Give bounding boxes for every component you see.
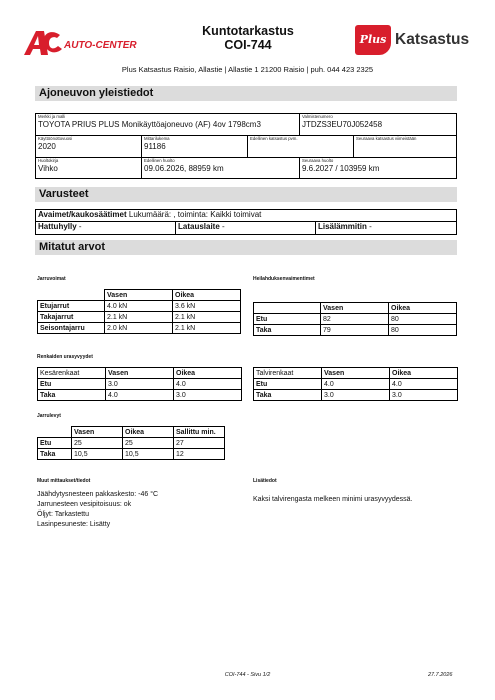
keys-label: Avaimet/kaukosäätimet	[38, 210, 127, 219]
table-cell: 80	[389, 325, 457, 336]
table-row	[38, 368, 242, 379]
table-header-cell: Kesärenkaat	[38, 368, 106, 379]
service-book-label: Huoltokirja	[38, 158, 59, 163]
table-row	[38, 379, 242, 390]
general-info-grid	[35, 113, 457, 179]
hat-shelf-cell	[36, 222, 176, 235]
page-header	[0, 0, 495, 74]
keys-value: Lukumäärä: , toiminta: Kaikki toimivat	[128, 210, 262, 219]
vin-cell	[300, 114, 457, 136]
table-row	[38, 323, 241, 334]
last-inspection-cell	[248, 136, 354, 158]
table-cell: 82	[321, 314, 389, 325]
table-cell: 25	[72, 438, 123, 449]
table-cell: 2.1 kN	[173, 323, 241, 334]
table-header-cell: Vasen	[72, 427, 123, 438]
table-header-cell: Oikea	[174, 368, 242, 379]
svg-text:AUTO-CENTER: AUTO-CENTER	[64, 40, 137, 51]
plus-badge: Plus	[355, 25, 391, 55]
document-title	[160, 24, 336, 52]
heater-cell	[316, 222, 457, 235]
odometer-label: Mittarilukema	[144, 136, 170, 141]
table-row-label: Seisontajarru	[38, 323, 105, 334]
table-row	[254, 314, 457, 325]
table-cell: 3.0	[106, 379, 174, 390]
table-row-label: Taka	[254, 390, 322, 401]
table-row	[38, 290, 241, 301]
heater-value: -	[369, 222, 372, 231]
table-row	[38, 427, 225, 438]
table-row-label: Takajarrut	[38, 312, 105, 323]
last-inspection-label: Edellinen katsastus pvm.	[250, 136, 298, 141]
table-cell	[254, 303, 321, 314]
service-book-cell	[36, 158, 142, 179]
table-row	[38, 301, 241, 312]
heater-label: Lisälämmitin	[318, 222, 367, 231]
table-header-cell: Oikea	[389, 303, 457, 314]
table-header-cell: Oikea	[390, 368, 458, 379]
title-line-1: Kuntotarkastus	[202, 24, 294, 38]
section-general-title: Ajoneuvon yleistiedot	[35, 86, 457, 101]
table-cell: 79	[321, 325, 389, 336]
table-row-label: Etu	[254, 379, 322, 390]
other-note-line: Jäähdytysnesteen pakkaskesto: -46 °C	[37, 491, 159, 498]
next-service-value: 9.6.2027 / 103959 km	[302, 164, 380, 173]
table-header-cell: Vasen	[321, 303, 389, 314]
brakes-table	[37, 289, 241, 334]
table-cell: 3.0	[322, 390, 390, 401]
other-note-line: Jarrunesteen vesipitoisuus: ok	[37, 501, 132, 508]
tread-title: Renkaiden urasyvyydet	[37, 354, 93, 360]
table-cell: 3.0	[390, 390, 458, 401]
service-book-value: Vihko	[38, 164, 58, 173]
other-notes	[37, 490, 237, 530]
table-cell: 4.0	[106, 390, 174, 401]
charger-label: Latauslaite	[178, 222, 220, 231]
plus-katsastus-logo	[355, 25, 475, 55]
table-row-label: Etu	[38, 438, 72, 449]
prev-service-value: 09.06.2026, 88959 km	[144, 164, 224, 173]
shocks-table	[253, 302, 457, 336]
hat-shelf-label: Hattuhylly	[38, 222, 77, 231]
table-cell: 10,5	[72, 449, 123, 460]
extra-info-title: Lisätiedot	[253, 478, 277, 484]
keys-row	[36, 210, 457, 222]
make-model-label: Merkki ja malli	[38, 114, 66, 119]
katsastus-logo-text: Katsastus	[395, 31, 470, 48]
table-header-cell: Oikea	[123, 427, 174, 438]
table-cell: 2.0 kN	[105, 323, 173, 334]
table-header-cell: Oikea	[173, 290, 241, 301]
table-cell: 2.1 kN	[173, 312, 241, 323]
table-row-label: Etu	[38, 379, 106, 390]
table-cell: 4.0	[174, 379, 242, 390]
table-row	[38, 390, 242, 401]
section-measured-title: Mitatut arvot	[35, 240, 457, 255]
extra-info-text: Kaksi talvirengasta melkeen minimi urasyvyydessä.	[253, 496, 413, 503]
auto-center-logo	[22, 27, 152, 57]
table-header-cell: Vasen	[106, 368, 174, 379]
table-header-cell: Talvirenkaat	[254, 368, 322, 379]
year-label: Käyttöönottovuosi	[38, 136, 73, 141]
table-row	[38, 449, 225, 460]
table-row-label: Etujarrut	[38, 301, 105, 312]
table-cell: 3.0	[174, 390, 242, 401]
table-cell: 4.0 kN	[105, 301, 173, 312]
table-cell: 4.0	[322, 379, 390, 390]
vin-label: Valmistenumero	[302, 114, 333, 119]
table-header-cell: Vasen	[322, 368, 390, 379]
winter-tires-table	[253, 367, 458, 401]
table-row	[254, 379, 458, 390]
charger-value: -	[222, 222, 225, 231]
table-cell: 10,5	[123, 449, 174, 460]
shocks-title: Heilahduksenvaimentimet	[253, 276, 315, 282]
prev-service-label: Edellinen huolto	[144, 158, 175, 163]
table-cell: 12	[174, 449, 225, 460]
next-inspection-cell	[354, 136, 457, 158]
discs-title: Jarrulevyt	[37, 413, 61, 419]
make-model-cell	[36, 114, 300, 136]
title-line-2: COI-744	[224, 38, 272, 52]
table-row	[254, 303, 457, 314]
section-equipment-title: Varusteet	[35, 187, 457, 202]
odometer-value: 91186	[144, 142, 166, 151]
table-cell: 4.0	[390, 379, 458, 390]
summer-tires-table	[37, 367, 242, 401]
equipment-grid	[35, 209, 457, 235]
hat-shelf-value: -	[78, 222, 82, 231]
table-cell	[38, 290, 105, 301]
table-cell: 27	[174, 438, 225, 449]
table-row-label: Taka	[254, 325, 321, 336]
footer-date: 27.7.2026	[428, 672, 453, 678]
brakes-title: Jarruvoimat	[37, 276, 66, 282]
odometer-cell	[142, 136, 248, 158]
vin-value: JTDZS3EU70J052458	[302, 120, 383, 129]
table-cell: 2.1 kN	[105, 312, 173, 323]
year-value: 2020	[38, 142, 56, 151]
brake-discs-table	[37, 426, 225, 460]
table-row	[254, 325, 457, 336]
charger-cell	[176, 222, 316, 235]
table-row	[38, 312, 241, 323]
footer-page-number: COI-744 - Sivu 1/2	[224, 672, 271, 678]
prev-service-cell	[142, 158, 300, 179]
table-row-label: Taka	[38, 449, 72, 460]
table-row-label: Etu	[254, 314, 321, 325]
other-note-line: Öljyt: Tarkastettu	[37, 511, 90, 518]
table-row	[254, 368, 458, 379]
table-cell	[38, 427, 72, 438]
table-cell: 25	[123, 438, 174, 449]
next-service-label: Seuraava huolto	[302, 158, 334, 163]
other-title: Muut mittaukset/tiedot	[37, 478, 91, 484]
make-model-value: TOYOTA PRIUS PLUS Monikäyttöajoneuvo (AF) 4ov 1798cm3	[38, 120, 261, 129]
table-row	[38, 438, 225, 449]
year-cell	[36, 136, 142, 158]
next-inspection-label: Seuraava katsastus viimeistään	[356, 136, 417, 141]
table-cell: 3.6 kN	[173, 301, 241, 312]
table-row-label: Taka	[38, 390, 106, 401]
address-line: Plus Katsastus Raisio, Allastie | Allastie 1 21200 Raisio | puh. 044 423 2325	[121, 65, 374, 74]
table-header-cell: Vasen	[105, 290, 173, 301]
other-note-line: Lasinpesuneste: Lisätty	[37, 521, 111, 528]
next-service-cell	[300, 158, 457, 179]
table-row	[254, 390, 458, 401]
table-header-cell: Sallittu min.	[174, 427, 225, 438]
table-cell: 80	[389, 314, 457, 325]
